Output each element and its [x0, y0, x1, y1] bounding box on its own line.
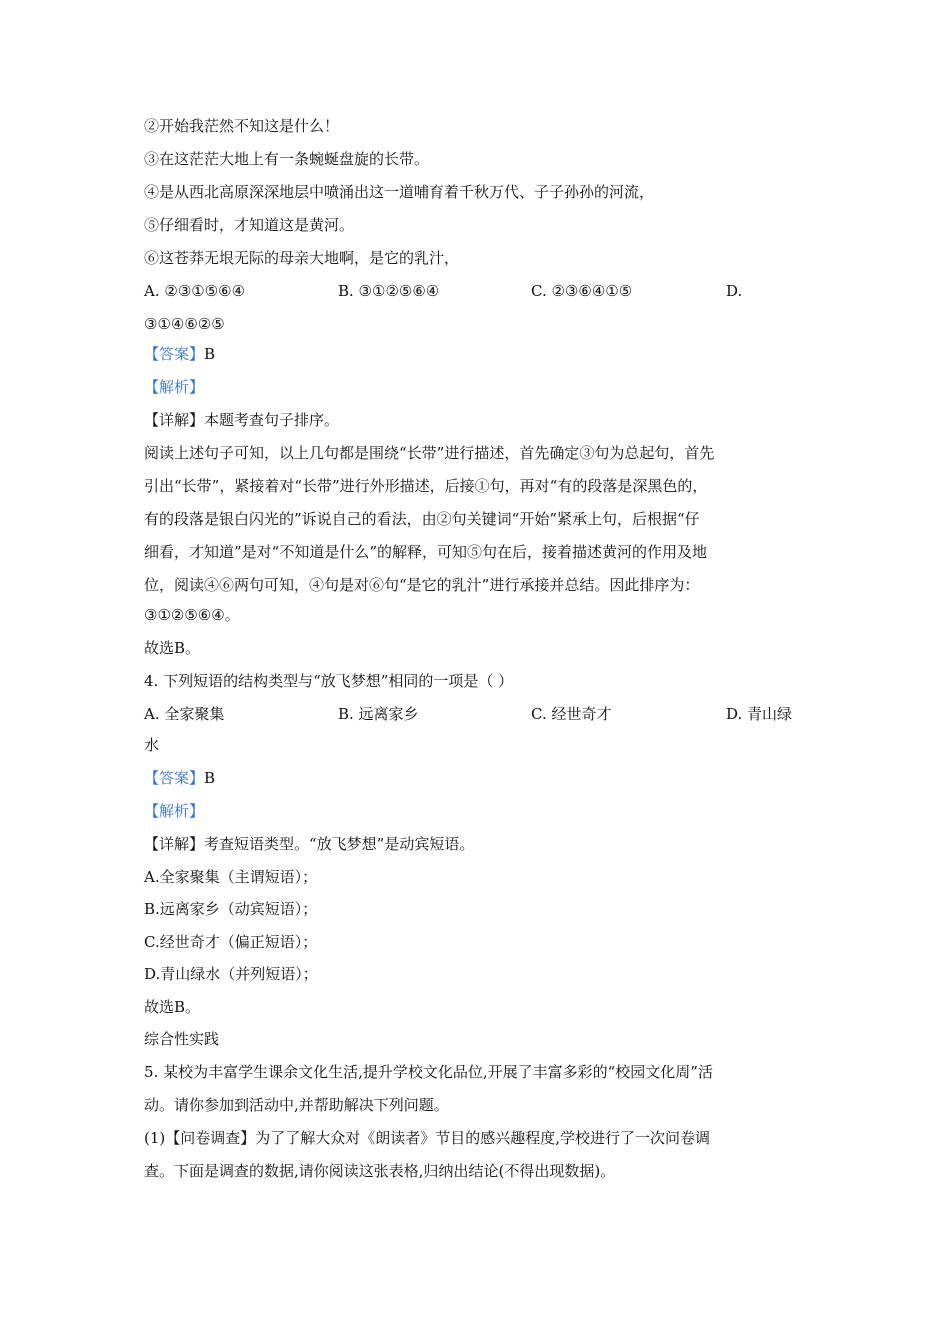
sentence-5: ⑤仔细看时，才知道这是黄河。: [144, 216, 355, 234]
answer-value: B: [204, 769, 216, 787]
q3-detail-line: ③①②⑤⑥④。: [144, 606, 240, 624]
q4-stem: 4. 下列短语的结构类型与“放飞梦想”相同的一项是（ ）: [144, 672, 514, 690]
q5-line: 查。下面是调查的数据,请你阅读这张表格,归纳出结论(不得出现数据)。: [144, 1162, 616, 1180]
q4-option-a: A. 全家聚集: [144, 705, 225, 723]
q5-line: (1)【问卷调查】为了了解大众对《朗读者》节目的感兴趣程度,学校进行了一次问卷调: [144, 1129, 711, 1147]
q3-answer: [144, 343, 215, 365]
sentence-2: ②开始我茫然不知这是什么！: [144, 117, 340, 135]
q3-option-a: A. ②③①⑤⑥④: [144, 282, 246, 300]
detail-text: 考查短语类型。“放飞梦想”是动宾短语。: [204, 835, 475, 853]
q5-line: 动。请你参加到活动中,并帮助解决下列问题。: [144, 1096, 449, 1114]
q4-option-d-cont: 水: [144, 736, 160, 754]
q3-conclusion: 故选B。: [144, 639, 201, 657]
detail-text: 本题考查句子排序。: [204, 411, 340, 429]
answer-tag: 【答案】: [144, 345, 205, 363]
sentence-3: ③在这茫茫大地上有一条蜿蜒盘旋的长带。: [144, 150, 430, 168]
q3-option-c: C. ②③⑥④①⑤: [531, 282, 633, 300]
q4-conclusion: 故选B。: [144, 998, 201, 1016]
q3-detail-head: [144, 409, 339, 431]
q4-item: C.经世奇才（偏正短语）；: [144, 933, 318, 951]
detail-tag: 【详解】: [144, 411, 205, 429]
answer-value: B: [204, 345, 216, 363]
q4-item: D.青山绿水（并列短语）；: [144, 965, 318, 983]
q3-detail-line: 引出“长带”，紧接着对“长带”进行外形描述，后接①句，再对“有的段落是深黑色的，: [144, 477, 708, 495]
sentence-4: ④是从西北高原深深地层中喷涌出这一道哺育着千秋万代、子子孙孙的河流，: [144, 183, 655, 201]
q3-detail-line: 阅读上述句子可知，以上几句都是围绕“长带”进行描述，首先确定③句为总起句，首先: [144, 444, 715, 462]
q3-option-b: B. ③①②⑤⑥④: [338, 282, 440, 300]
q4-item: A.全家聚集（主谓短语）；: [144, 868, 318, 886]
q4-answer: [144, 767, 215, 789]
q3-detail-line: 有的段落是银白闪光的”诉说自己的看法，由②句关键词“开始”紧承上句，后根据“仔: [144, 510, 700, 528]
answer-tag: 【答案】: [144, 769, 205, 787]
q4-option-b: B. 远离家乡: [338, 705, 419, 723]
q5-line: 5. 某校为丰富学生课余文化生活,提升学校文化品位,开展了丰富多彩的“校园文化周”活: [144, 1063, 713, 1081]
section-title: 综合性实践: [144, 1030, 220, 1048]
q3-analysis-tag: 【解析】: [144, 378, 205, 396]
q4-detail-head: [144, 833, 474, 855]
q4-option-d: D. 青山绿: [726, 705, 793, 723]
sentence-6: ⑥这苍莽无垠无际的母亲大地啊，是它的乳汁，: [144, 249, 460, 267]
q4-item: B.远离家乡（动宾短语）；: [144, 900, 318, 918]
q3-option-d-cont: ③①④⑥②⑤: [144, 315, 225, 333]
q4-analysis-tag: 【解析】: [144, 802, 205, 820]
q3-option-d: D.: [726, 282, 743, 300]
detail-tag: 【详解】: [144, 835, 205, 853]
q4-option-c: C. 经世奇才: [531, 705, 612, 723]
q3-detail-line: 细看，才知道”是对“不知道是什么”的解释，可知⑤句在后，接着描述黄河的作用及地: [144, 543, 708, 561]
q3-detail-line: 位，阅读④⑥两句可知，④句是对⑥句“是它的乳汁”进行承接并总结。因此排序为：: [144, 576, 700, 594]
